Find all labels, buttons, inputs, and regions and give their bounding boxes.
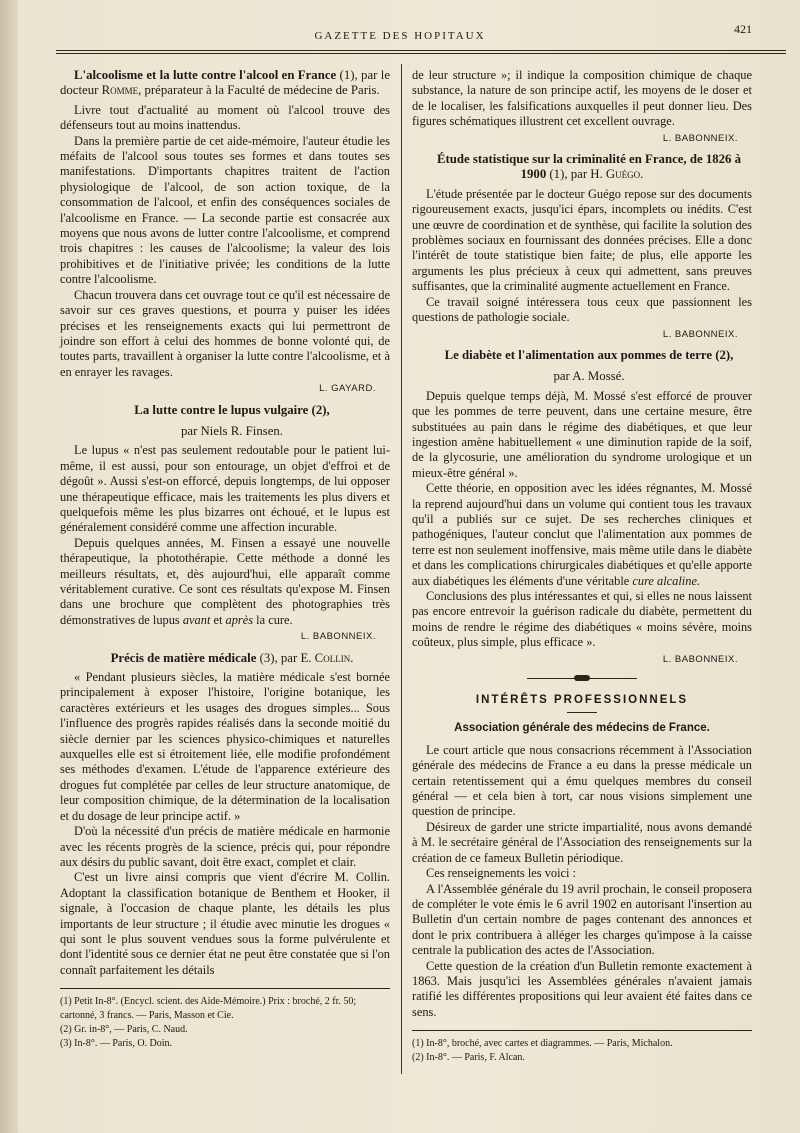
paragraph: Livre tout d'actualité au moment où l'alcool trouve des défenseurs tout au moins inattendus.	[60, 102, 390, 133]
header-rule	[56, 50, 786, 51]
paragraph: C'est un livre ainsi compris que vient d'écrire M. Collin. Adoptant la classification botanique de Benthem et Hooker, il signale, à l'occasion de chaque plante, les détails les plus importants de leur structure ; il étudie avec minutie les drogues « qui sont le plus souvent vendues sous la forme pulvérulente et dont l'identité sous ce dernier état ne peut être constatée que si l'on connaît parfaitement les détails	[60, 870, 390, 977]
paragraph: Conclusions des plus intéressantes et qui, si elles ne nous laissent pas encore entrevoir la guérison radicale du diabète, permettent du moins de rendre le régime des diabétiques « moins sévère, moins coûteux, plus simple, plus efficace ».	[412, 589, 752, 650]
footnote: (2) Gr. in-8°, — Paris, C. Naud.	[60, 1024, 188, 1036]
footnote-rule	[60, 988, 390, 989]
paragraph: Cette question de la création d'un Bulletin remonte exactement à 1863. Mais jusqu'ici les Assemblées générales n'avaient jamais ratifié les différentes propositions qui leur avaient été faites dans ce sens.	[412, 958, 752, 1019]
paragraph: Chacun trouvera dans cet ouvrage tout ce qu'il est nécessaire de savoir sur ces graves questions, et pourra y puiser les idées précises et les renseignements exacts qui lui permettront de joindre son effort à celui des hommes de bonne volonté qui, de toutes parts, travaillent à organiser la lutte contre l'alcoolisme, et à en enrayer les ravages.	[60, 287, 390, 379]
paragraph: « Pendant plusieurs siècles, la matière médicale s'est bornée principalement à exposer l'histoire, l'origine botanique, les caractères extérieurs et les usages des drogues simples... Sous l'influence des progrès rapides réalisés dans la seconde moitié du siècle dernier par les sciences physico-chimiques et naturelles auxquelles elle est si étroitement liée, elle modifie profondément ses méthodes d'examen. L'étude de l'apparence extérieure des drogues fut complétée par celles de leur structure anatomique, de leur composition chimique, de la détermination de la localisation et du dosage de leur principe actif. »	[60, 670, 390, 823]
paragraph: de leur structure »; il indique la composition chimique de chaque substance, la nature de son principe actif, les moyens de le doser et de le localiser, les falsifications auxquelles il peut donner lieu. Des figures schématiques illustrent cet excellent ouvrage.	[412, 68, 752, 129]
signature: L. BABONNEIX.	[662, 653, 738, 665]
paragraph	[412, 481, 752, 589]
paragraph-text: Depuis quelques années, M. Finsen a essayé une nouvelle thérapeutique, la photothérapie. Cette méthode a donné les meilleurs résultats, et, dès aujourd'hui, elle apparaît comme véritablement curative. Ce sont ces résultats qu'expose M. Finsen dans une brochure que complètent des photographies très démonstratives de lupus	[60, 535, 390, 627]
paragraph: Dans la première partie de cet aide-mémoire, l'auteur étudie les méfaits de l'alcool sous toutes ses formes et dans toutes ses manifestations. D'importants chapitres traitent de l'action physiologique de l'alcool, de son action toxique, de la consommation de l'alcool, et enfin des conséquences sociales de l'alcoolisme en France. — La seconde partie est consacrée aux moyens que nous avons de lutter contre l'alcoolisme, et comprend trois chapitres : les causes de l'alcoolisme; la valeur des lois prohibitives et de l'initiative privée; les conditions de la lutte contre l'alcoolisme.	[60, 133, 390, 287]
footnotes-left	[60, 995, 390, 1051]
review-diabete-title: Le diabète et l'alimentation aux pommes de terre (2),	[444, 347, 734, 362]
review-lupus-byline: par Niels R. Finsen.	[180, 423, 283, 438]
review-author: Romme	[101, 83, 139, 98]
paragraph: L'étude présentée par le docteur Guégo repose sur des documents rigoureusement exacts, jusqu'ici épars, incomplets ou inédits. C'est une œuvre de coordination et de synthèse, qui facilite la solution des problèmes sociaux en fournissant des données précises. Elle a donc l'intérêt de toute statistique bien faite; de plus, elle apporte les arguments les plus précieux à ceux qui admettent, sans preuves suffisantes, que la criminalité augmente actuellement en France.	[412, 186, 752, 294]
italic-word: après	[225, 612, 254, 627]
running-title: GAZETTE DES HOPITAUX	[314, 30, 486, 42]
review-title-text: Précis de matière médicale	[110, 650, 257, 665]
left-column	[60, 68, 390, 1051]
paragraph: A l'Assemblée générale du 19 avril prochain, le conseil proposera de compléter le vote émis le 6 avril 1902 en autorisant l'insertion au Bulletin d'un certain nombre de pages contenant des annonces et dont le prix contribuera à alléger les charges qu'impose à la caisse centrale la publication des actes de l'Association.	[412, 881, 752, 958]
paragraph	[60, 536, 390, 628]
review-author: Guégo.	[605, 167, 644, 182]
footnote: (1) Petit In-8°. (Encycl. scient. des Aide-Mémoire.) Prix : broché, 2 fr. 50; cartonné, 3 francs. — Paris, Masson et Cie.	[60, 996, 357, 1022]
review-alcoolisme-title	[60, 68, 390, 99]
page-number: 421	[734, 22, 752, 36]
signature: L. BABONNEIX.	[662, 328, 738, 340]
article-heading: Association générale des médecins de France.	[454, 722, 710, 735]
review-note: (1), par H.	[546, 167, 606, 182]
paragraph-text: la cure.	[253, 612, 293, 627]
paragraph: Le court article que nous consacrions récemment à l'Association générale des médecins de France a eu dans la presse médicale un certain retentissement qui a ému quelques membres du conseil général — et cela bien à tort, car nous visions simplement une question de principe.	[412, 742, 752, 819]
signature: L. GAYARD.	[319, 383, 376, 395]
signature: L. BABONNEIX.	[300, 631, 376, 643]
paragraph: D'où la nécessité d'un précis de matière médicale en harmonie avec les récents progrès de la science, précis qui, pour répondre aux désirs du public savant, doit être exact, complet et clair.	[60, 824, 390, 869]
review-author: E. Collin.	[300, 650, 354, 665]
footnote: (3) In-8°. — Paris, O. Doin.	[60, 1038, 173, 1050]
paragraph: Le lupus « n'est pas seulement redoutable pour le patient lui-même, il est aussi, pour son entourage, un objet d'effroi et de dégoût ». Aussi s'est-on efforcé, depuis longtemps, de lui opposer une thérapeutique efficace, mais les traitements les plus divers et quelquefois même les plus bizarres ont échoué, et le lupus est généralement considéré comme une affection incurable.	[60, 443, 390, 535]
review-title-tail: , préparateur à la Faculté de médecine de Paris.	[138, 83, 380, 98]
binding-shadow	[0, 0, 18, 1133]
paragraph: Ces renseignements les voici :	[426, 866, 577, 881]
paragraph-text: Cette théorie, en opposition avec les idées régnantes, M. Mossé la reprend aujourd'hui dans un volume qui contient tous les travaux qu'il a publiés sur ce sujet. De ses recherches cliniques et pathogéniques, l'auteur conclut que l'alimentation aux pommes de terre est non seulement inoffensive, mais même utile dans le diabète et dans les complications chirurgicales diabétiques et qu'elle apporte aux diabétiques les éléments d'une véritable	[412, 481, 752, 588]
paragraph: Ce travail soigné intéressera tous ceux que passionnent les questions de pathologie sociale.	[412, 294, 752, 325]
italic-phrase: cure alcaline.	[632, 573, 701, 588]
signature: L. BABONNEIX.	[662, 132, 738, 144]
footnote: (1) In-8°, broché, avec cartes et diagrammes. — Paris, Michalon.	[412, 1038, 673, 1050]
review-lupus-title: La lutte contre le lupus vulgaire (2),	[134, 402, 330, 417]
review-diabete-byline: par A. Mossé.	[553, 369, 625, 384]
right-column	[412, 68, 752, 1065]
review-note: (3), par	[256, 650, 301, 665]
header-rule-2	[56, 53, 786, 54]
footnote-rule	[412, 1030, 752, 1031]
footnotes-right	[412, 1037, 752, 1065]
paragraph: Depuis quelque temps déjà, M. Mossé s'est efforcé de prouver que les pommes de terre peuvent, dans une certaine mesure, être substituées au pain dans le régime des diabétiques, et que leur ingestion amène habituellement « une diminution rapide de la soif, de la glycosurie, une amélioration du syndrome urologique et un mieux-être général ».	[412, 388, 752, 480]
column-divider	[401, 64, 402, 1074]
review-title-text: L'alcoolisme et la lutte contre l'alcool en France	[74, 68, 337, 82]
footnote: (2) In-8°. — Paris, F. Alcan.	[412, 1052, 525, 1064]
review-matiere-title	[60, 651, 390, 666]
section-heading: INTÉRÊTS PROFESSIONNELS	[475, 694, 689, 707]
italic-word: avant	[182, 612, 211, 627]
review-note: (1), par le docteur	[60, 68, 391, 98]
review-criminalite-title	[412, 152, 752, 183]
section-ornament	[527, 675, 637, 681]
section-rule	[567, 712, 597, 713]
paragraph-text: et	[210, 612, 226, 627]
review-title-text: Étude statistique sur la criminalité en France, de 1826 à 1900	[436, 152, 742, 182]
paragraph: Désireux de garder une stricte impartialité, nous avons demandé à M. le secrétaire général de l'Association des renseignements sur la création de ce fameux Bulletin périodique.	[412, 819, 752, 865]
